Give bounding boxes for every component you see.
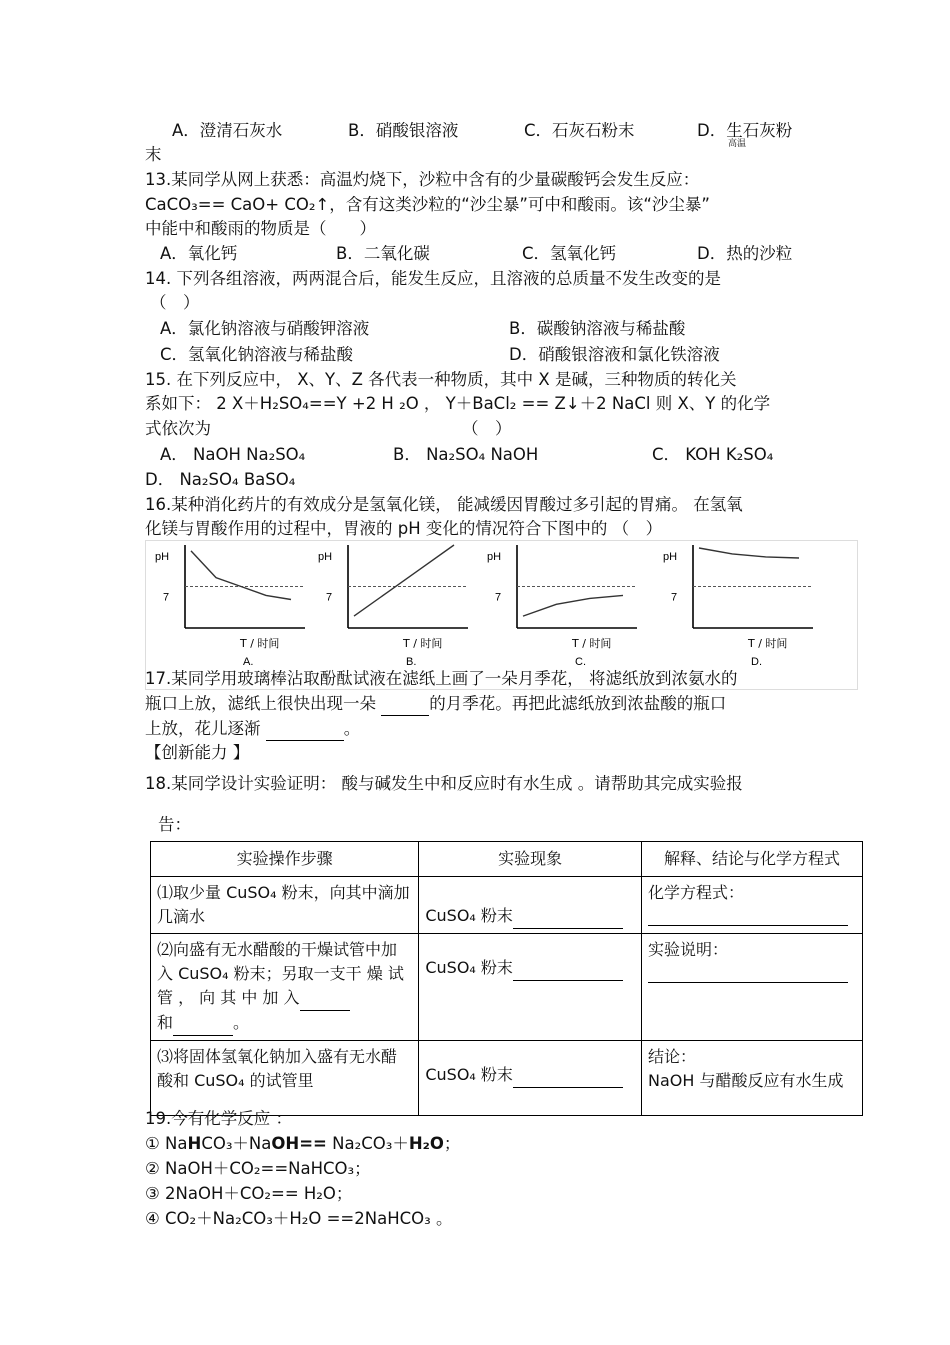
row2-phenomenon-blank[interactable] bbox=[513, 956, 623, 981]
chart-3-xlabel: T / 时间 bbox=[748, 637, 788, 650]
q12-option-d: D．生石灰粉 bbox=[697, 121, 793, 140]
chart-3-ylabel: pH bbox=[663, 551, 678, 563]
section-heading: 【创新能力 】 bbox=[145, 743, 250, 762]
row2-step-blank-1[interactable] bbox=[300, 986, 350, 1011]
tiny-annotation: 高温 bbox=[728, 139, 747, 149]
q14-option-b: B．碳酸钠溶液与稀盐酸 bbox=[509, 319, 686, 338]
q14-option-a: A．氯化钠溶液与硝酸钾溶液 bbox=[160, 319, 370, 338]
q13-option-c: C．氢氧化钙 bbox=[522, 244, 617, 263]
q13-option-b: B．二氧化碳 bbox=[336, 244, 430, 263]
header-explanation: 解释、结论与化学方程式 bbox=[642, 842, 863, 877]
chart-2-ref-label: 7 bbox=[495, 591, 502, 604]
chart-1-ylabel: pH bbox=[318, 551, 333, 563]
experiment-report-table bbox=[150, 841, 863, 1116]
chart-3-panel-label: D. bbox=[751, 656, 762, 668]
row3-conclusion-label: 结论： bbox=[648, 1047, 697, 1066]
row2-step-and: 和 bbox=[157, 1013, 174, 1032]
row2-explanation-label: 实验说明： bbox=[648, 940, 729, 959]
q17-line2 bbox=[145, 693, 726, 716]
q17-line2-start: 瓶口上放，滤纸上很快出现一朵 bbox=[145, 694, 376, 713]
q13-line1: 13.某同学从网上获悉：高温灼烧下，沙粒中含有的少量碳酸钙会发生反应： bbox=[145, 170, 700, 189]
row3-phenomenon bbox=[419, 1041, 642, 1116]
chart-1-ref-label: 7 bbox=[326, 591, 333, 604]
q18-line1: 18.某同学设计实验证明： 酸与碱发生中和反应时有水生成 。请帮助其完成实验报 bbox=[145, 774, 743, 793]
q13-option-a: A．氧化钙 bbox=[160, 244, 238, 263]
row2-step-text: ⑵向盛有无水醋酸的干燥试管中加入 CuSO₄ 粉末；另取一支干 燥 试 管 ， 向 其 中 加 入 bbox=[157, 940, 404, 1007]
row2-explanation bbox=[642, 934, 863, 1041]
row3-phenomenon-blank[interactable] bbox=[513, 1063, 623, 1088]
r1-part-c: CO₃＋Na bbox=[201, 1134, 272, 1153]
q15-option-d: D． Na₂SO₄ BaSO₄ bbox=[145, 470, 296, 489]
q17-blank-2[interactable] bbox=[266, 718, 344, 741]
q13-line2: CaCO₃== CaO+ CO₂↑，含有这类沙粒的“沙尘暴”可中和酸雨。该“沙尘暴” bbox=[145, 195, 710, 214]
q17-line3-end: 。 bbox=[343, 719, 361, 738]
q12-option-a: A．澄清石灰水 bbox=[172, 121, 283, 140]
q16-line2: 化镁与胃酸作用的过程中，胃液的 pH 变化的情况符合下图中的 （ ） bbox=[145, 519, 663, 538]
r1-part-b: H bbox=[187, 1134, 202, 1153]
row2-step-blank-2[interactable] bbox=[173, 1011, 233, 1036]
q19-reaction-1 bbox=[145, 1133, 460, 1155]
row1-step: ⑴取少量 CuSO₄ 粉末，向其中滴加几滴水 bbox=[151, 877, 419, 934]
q19-reaction-2: ② NaOH＋CO₂==NaHCO₃； bbox=[145, 1159, 371, 1178]
chart-2-ylabel: pH bbox=[487, 551, 502, 563]
q17-line2-end: 的月季花。再把此滤纸放到浓盐酸的瓶口 bbox=[429, 694, 727, 713]
q19-reaction-3: ③ 2NaOH＋CO₂== H₂O； bbox=[145, 1184, 353, 1203]
chart-1-panel-label: B. bbox=[406, 656, 417, 668]
q16-line1: 16.某种消化药片的有效成分是氢氧化镁， 能减缓因胃酸过多引起的胃痛。 在氢氧 bbox=[145, 495, 743, 514]
row3-explanation bbox=[642, 1041, 863, 1116]
header-phenomenon: 实验现象 bbox=[419, 842, 642, 877]
q19-reaction-4: ④ CO₂＋Na₂CO₃＋H₂O ==2NaHCO₃ 。 bbox=[145, 1209, 453, 1228]
row1-explanation-label: 化学方程式： bbox=[648, 883, 745, 902]
chart-0-ph-curve bbox=[191, 551, 291, 600]
q14-line1: 14. 下列各组溶液，两两混合后，能发生反应，且溶液的总质量不发生改变的是 bbox=[145, 269, 721, 288]
r1-part-f: H₂O bbox=[408, 1134, 444, 1153]
row3-step: ⑶将固体氢氧化钠加入盛有无水醋酸和 CuSO₄ 的试管里 bbox=[151, 1041, 419, 1116]
row1-equation-blank[interactable] bbox=[648, 905, 848, 926]
table-row bbox=[151, 1041, 863, 1116]
row2-phenomenon-label: CuSO₄ 粉末 bbox=[425, 958, 513, 977]
row1-phenomenon-blank[interactable] bbox=[513, 904, 623, 929]
q12-option-c: C．石灰石粉末 bbox=[524, 121, 635, 140]
chart-1-xlabel: T / 时间 bbox=[403, 637, 443, 650]
chart-3-ph-curve bbox=[699, 548, 799, 558]
header-steps: 实验操作步骤 bbox=[151, 842, 419, 877]
table-row bbox=[151, 934, 863, 1041]
q12-option-d-continued: 末 bbox=[145, 145, 162, 164]
q14-line2: （ ） bbox=[150, 293, 200, 312]
q15-line1: 15. 在下列反应中， X、Y、Z 各代表一种物质，其中 X 是碱，三种物质的转化关 bbox=[145, 370, 737, 389]
chart-2-panel-label: C. bbox=[575, 656, 586, 668]
r1-part-e: Na₂CO₃＋ bbox=[326, 1134, 409, 1153]
q12-option-b: B．硝酸银溶液 bbox=[348, 121, 459, 140]
row2-phenomenon bbox=[419, 934, 642, 1041]
row3-phenomenon-label: CuSO₄ 粉末 bbox=[425, 1065, 513, 1084]
row3-conclusion-text: NaOH 与醋酸反应有水生成 bbox=[648, 1071, 844, 1090]
q14-option-d: D．硝酸银溶液和氯化铁溶液 bbox=[509, 345, 720, 364]
q15-option-b: B． Na₂SO₄ NaOH bbox=[393, 445, 539, 464]
chart-2-xlabel: T / 时间 bbox=[572, 637, 612, 650]
chart-0-ref-label: 7 bbox=[163, 591, 170, 604]
q15-option-c: C． KOH K₂SO₄ bbox=[652, 445, 774, 464]
chart-0-panel-label: A. bbox=[243, 656, 254, 668]
q18-line2: 告： bbox=[158, 815, 191, 834]
q15-option-a: A． NaOH Na₂SO₄ bbox=[160, 445, 306, 464]
q19-title: 19.今有化学反应 ： bbox=[145, 1109, 292, 1128]
r1-part-d: OH== bbox=[271, 1134, 327, 1153]
q17-line3 bbox=[145, 718, 360, 741]
chart-1-ph-curve bbox=[354, 545, 454, 616]
row2-step-end: 。 bbox=[233, 1013, 250, 1032]
table-row bbox=[151, 877, 863, 934]
row2-step bbox=[151, 934, 419, 1041]
row1-phenomenon bbox=[419, 877, 642, 934]
chart-3-ref-label: 7 bbox=[671, 591, 678, 604]
q17-line3-start: 上放，花儿逐渐 bbox=[145, 719, 261, 738]
chart-2-ph-curve bbox=[523, 595, 623, 616]
chart-0-ylabel: pH bbox=[155, 551, 170, 563]
q13-option-d: D．热的沙粒 bbox=[697, 244, 793, 263]
q14-option-c: C．氢氧化钠溶液与稀盐酸 bbox=[160, 345, 354, 364]
q13-line3: 中能中和酸雨的物质是（ ） bbox=[145, 219, 376, 238]
row1-explanation bbox=[642, 877, 863, 934]
r1-part-a: ① Na bbox=[145, 1134, 188, 1153]
table-header-row bbox=[151, 842, 863, 877]
row2-explanation-blank[interactable] bbox=[648, 962, 848, 983]
q15-line3: 式依次为 bbox=[145, 419, 211, 438]
row1-phenomenon-label: CuSO₄ 粉末 bbox=[425, 906, 513, 925]
r1-part-g: ； bbox=[443, 1134, 461, 1153]
chart-0-xlabel: T / 时间 bbox=[240, 637, 280, 650]
q17-line1: 17.某同学用玻璃棒沾取酚酞试液在滤纸上画了一朵月季花， 将滤纸放到浓氨水的 bbox=[145, 669, 738, 688]
q15-answer-paren: （ ） bbox=[462, 419, 512, 438]
q15-line2: 系如下： 2 X＋H₂SO₄==Y +2 H ₂O ， Y＋BaCl₂ == Z↓＋2 NaCl 则 X、Y 的化学 bbox=[145, 394, 771, 413]
q17-blank-1[interactable] bbox=[381, 693, 429, 716]
